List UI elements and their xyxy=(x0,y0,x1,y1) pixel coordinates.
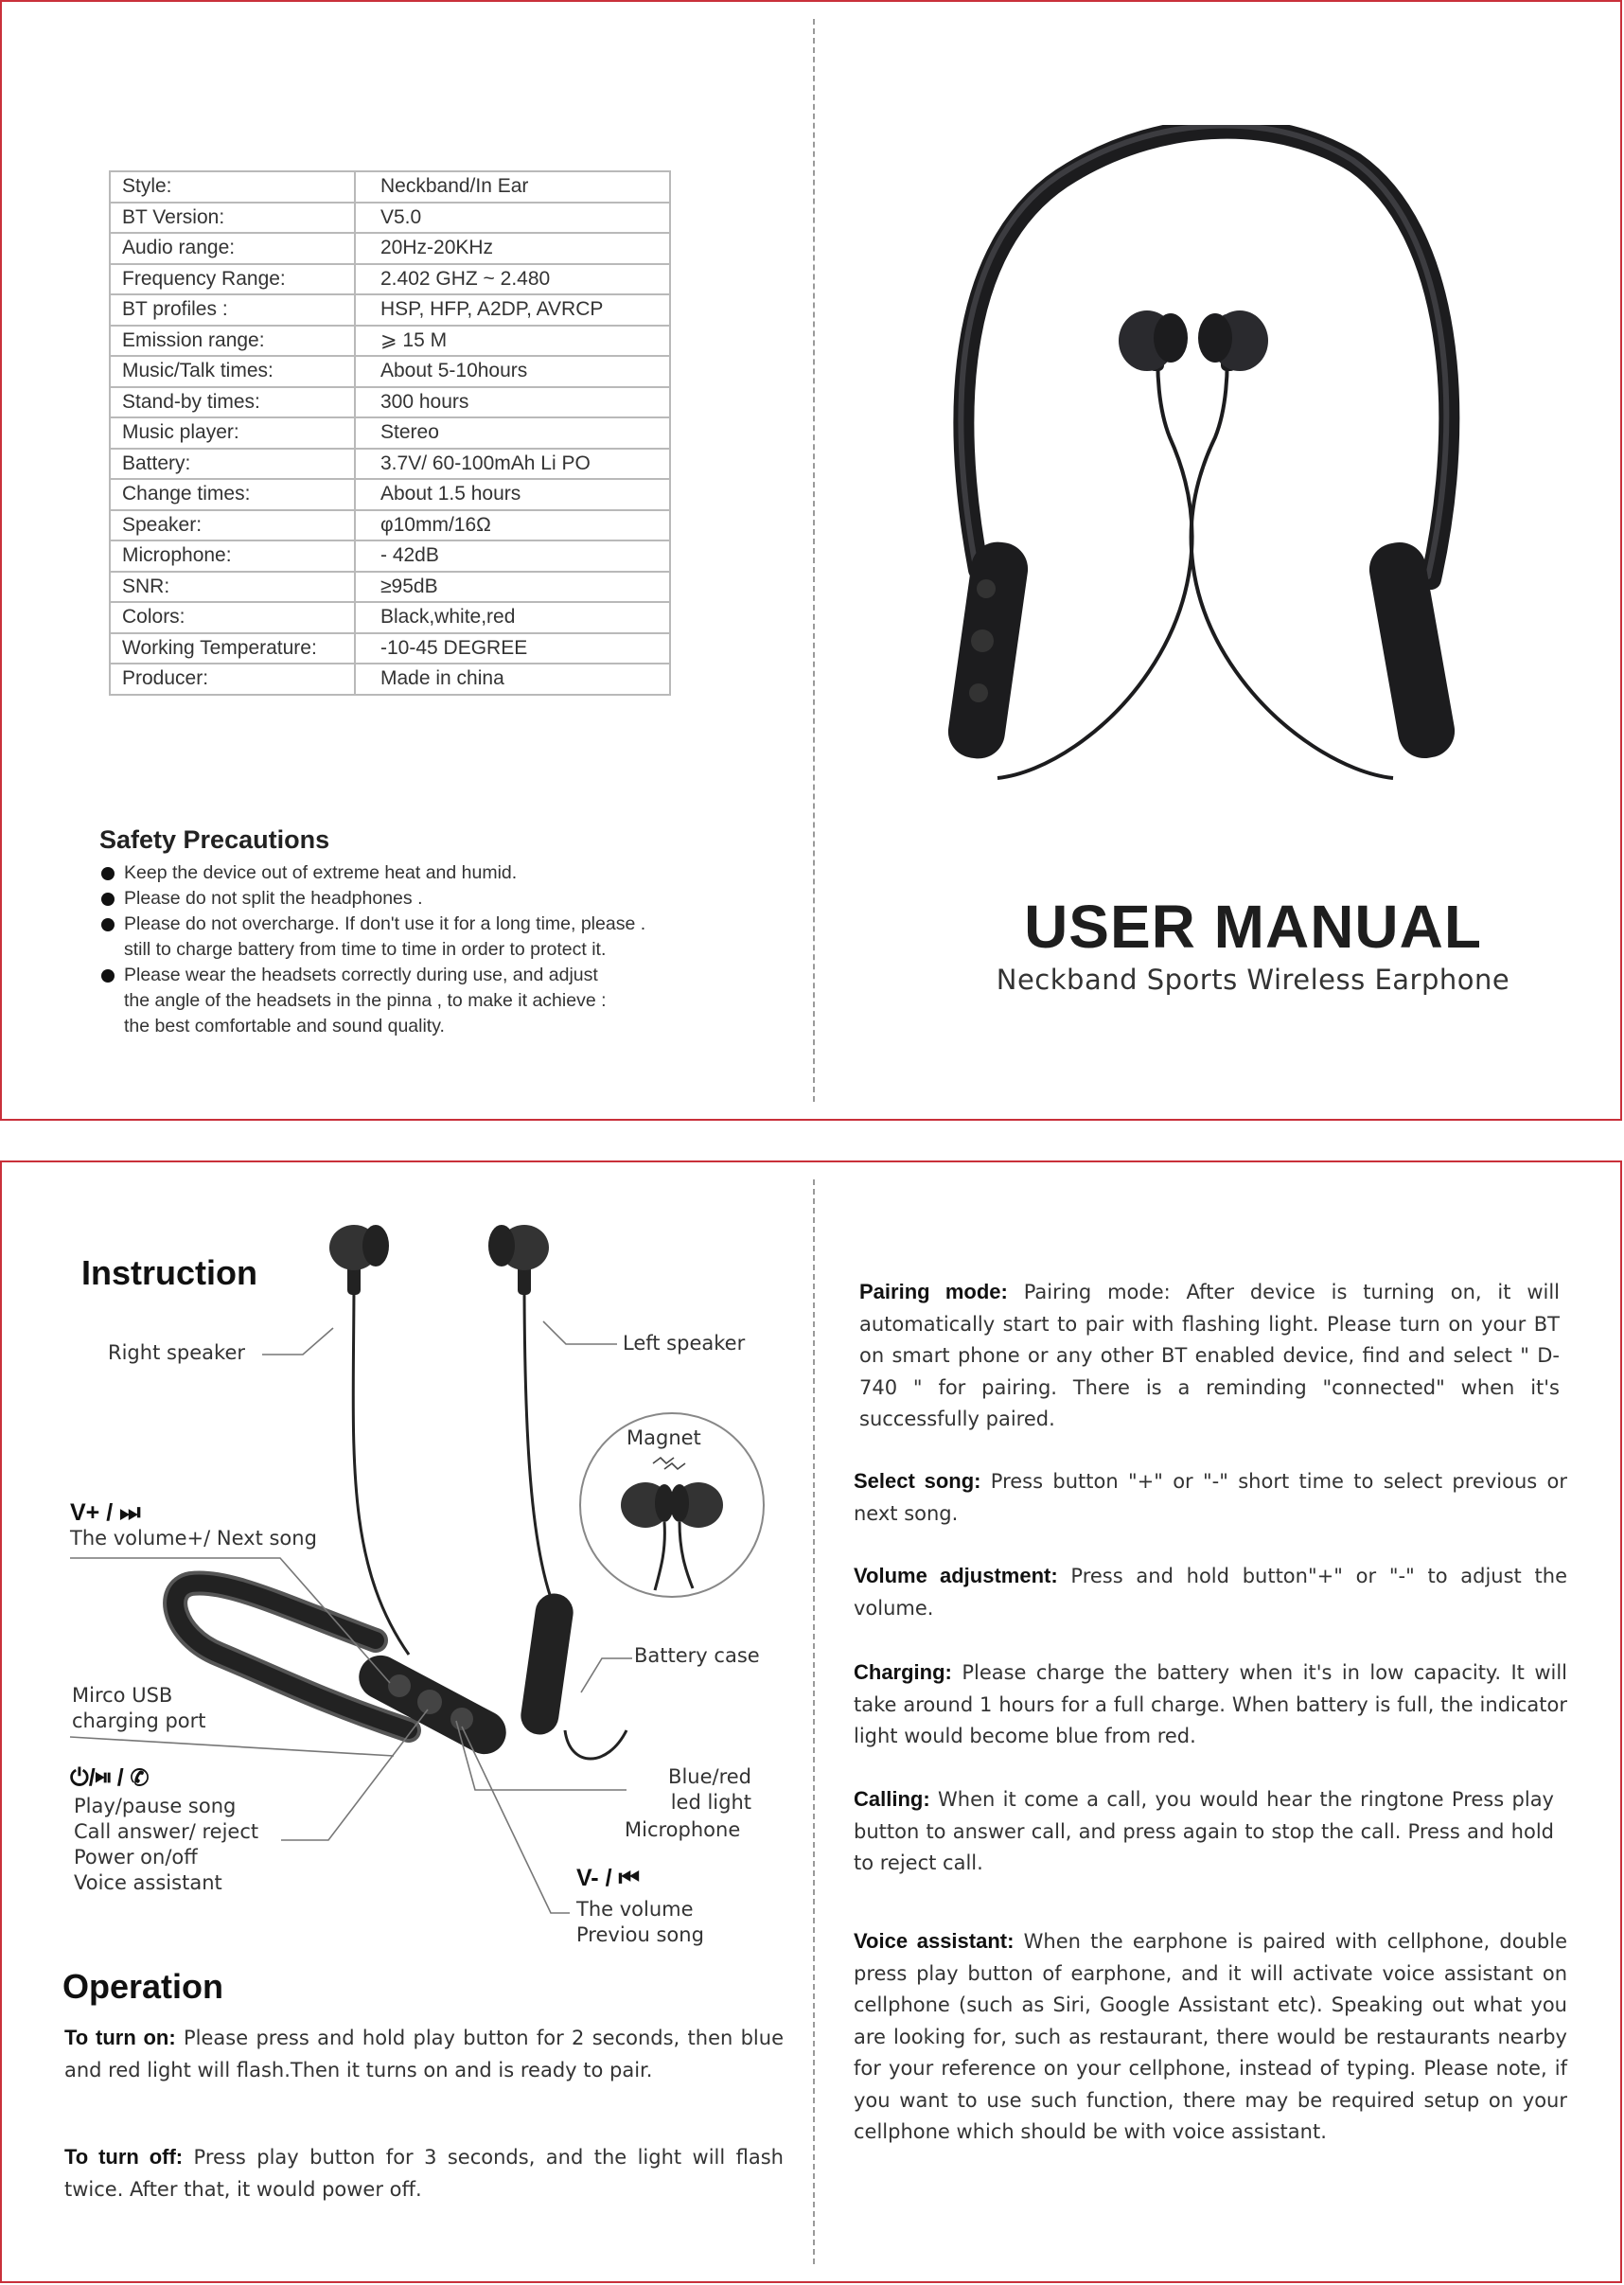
function-text: Please charge the battery when it's in low capacity. It will take around 1 hours for a full charge. When battery is full, the indicator light would become blue from red. xyxy=(854,1661,1567,1747)
label-led-light: Blue/red led light xyxy=(668,1765,751,1814)
function-select-song xyxy=(854,1465,1567,1530)
function-pairing-mode xyxy=(859,1276,1560,1436)
manual-sheet-front xyxy=(0,0,1622,1121)
function-calling xyxy=(854,1783,1554,1880)
spec-value: -10-45 DEGREE xyxy=(355,633,670,664)
spec-key: Stand-by times: xyxy=(110,387,355,418)
label-microphone: Microphone xyxy=(625,1818,741,1841)
label-volume-up-symbol: V+ / ⏭ xyxy=(70,1499,141,1526)
function-voice-assistant xyxy=(854,1925,1567,2149)
safety-item xyxy=(99,963,762,1039)
spec-value: About 1.5 hours xyxy=(355,479,670,510)
label-right-speaker: Right speaker xyxy=(108,1341,246,1364)
bullet-icon xyxy=(101,893,115,906)
safety-list xyxy=(99,860,762,1039)
turn-off-text: Press play button for 3 seconds, and the light will flash twice. After that, it would power off. xyxy=(64,2146,784,2201)
label-play-symbol: ⏻/⏯ / ✆ xyxy=(70,1764,150,1791)
fold-line xyxy=(813,1179,815,2264)
safety-title: Safety Precautions xyxy=(99,825,330,854)
spec-value: 20Hz-20KHz xyxy=(355,233,670,264)
spec-row xyxy=(110,540,670,572)
spec-row xyxy=(110,510,670,541)
label-usb-port: Mirco USB charging port xyxy=(72,1684,206,1732)
spec-table xyxy=(109,170,671,696)
safety-item xyxy=(99,886,762,912)
spec-row xyxy=(110,294,670,326)
safety-text: Please do not split the headphones . xyxy=(124,888,423,909)
spec-key: Speaker: xyxy=(110,510,355,541)
spec-value: Black,white,red xyxy=(355,602,670,633)
cover-subtitle: Neckband Sports Wireless Earphone xyxy=(996,964,1510,996)
spec-value: About 5-10hours xyxy=(355,356,670,387)
function-volume-adjustment xyxy=(854,1560,1567,1624)
function-label: Calling: xyxy=(854,1787,930,1811)
spec-row xyxy=(110,203,670,234)
safety-text: Keep the device out of extreme heat and humid. xyxy=(124,862,518,883)
spec-value: ≥95dB xyxy=(355,572,670,603)
function-label: Volume adjustment: xyxy=(854,1564,1058,1587)
spec-key: Change times: xyxy=(110,479,355,510)
spec-key: Emission range: xyxy=(110,326,355,357)
manual-sheet-inside xyxy=(0,1160,1622,2283)
function-text: When it come a call, you would hear the ringtone Press play button to answer call, and press again to stop the call. Press and hold to reject call. xyxy=(854,1788,1554,1874)
function-text: When the earphone is paired with cellphone, double press play button of earphone, and it will activate voice assistant on cellphone (such as Siri, Google Assistant etc). Speaking out what you are looking for, such as restaurant, there would be restaurants nearby for your reference on your cellphone, instead of typing. Please note, if you want to use such function, there may be required setup on your cellphone which should be with voice assistant. xyxy=(854,1930,1567,2143)
spec-key: Music player: xyxy=(110,417,355,449)
spec-key: Working Temperature: xyxy=(110,633,355,664)
spec-row xyxy=(110,602,670,633)
safety-text: Please do not overcharge. If don't use it for a long time, please . still to charge battery from time to time in order to protect it. xyxy=(124,913,646,960)
spec-row xyxy=(110,233,670,264)
spec-row xyxy=(110,264,670,295)
product-illustration-cover xyxy=(939,125,1478,816)
safety-text: Please wear the headsets correctly during use, and adjust the angle of the headsets in the pinna , to make it achieve : the best comfortable and sound quality. xyxy=(124,965,607,1036)
spec-key: BT Version: xyxy=(110,203,355,234)
function-label: Voice assistant: xyxy=(854,1929,1015,1953)
spec-value: ⩾ 15 M xyxy=(355,326,670,357)
function-charging xyxy=(854,1656,1567,1753)
spec-key: Audio range: xyxy=(110,233,355,264)
spec-row xyxy=(110,449,670,480)
spec-value: Stereo xyxy=(355,417,670,449)
spec-value: 300 hours xyxy=(355,387,670,418)
bullet-icon xyxy=(101,918,115,931)
label-volume-up-desc: The volume+/ Next song xyxy=(70,1527,317,1550)
spec-key: Music/Talk times: xyxy=(110,356,355,387)
spec-key: BT profiles : xyxy=(110,294,355,326)
label-battery-case: Battery case xyxy=(634,1644,760,1667)
spec-row xyxy=(110,387,670,418)
spec-row xyxy=(110,633,670,664)
turn-on-text: Please press and hold play button for 2 seconds, then blue and red light will flash.Then it turns on and is ready to pair. xyxy=(64,2027,784,2081)
spec-value: Made in china xyxy=(355,664,670,695)
spec-key: Colors: xyxy=(110,602,355,633)
operation-turn-off xyxy=(64,2141,784,2205)
label-magnet: Magnet xyxy=(627,1426,701,1449)
function-text: Press and hold button"+" or "-" to adjust the volume. xyxy=(854,1565,1567,1620)
fold-line xyxy=(813,19,815,1102)
turn-on-label: To turn on: xyxy=(64,2026,176,2049)
spec-row xyxy=(110,356,670,387)
function-text: Pairing mode: After device is turning on, it will automatically start to pair with flashing light. Please turn on your BT on smart phone or any other BT enabled device, find and select " D-740 " for pairing. There is a reminding "connected" when it's successfully paired. xyxy=(859,1281,1560,1430)
function-label: Pairing mode: xyxy=(859,1280,1008,1303)
turn-off-label: To turn off: xyxy=(64,2145,184,2169)
function-text: Press button "+" or "-" short time to select previous or next song. xyxy=(854,1470,1567,1525)
spec-key: Style: xyxy=(110,171,355,203)
spec-value: HSP, HFP, A2DP, AVRCP xyxy=(355,294,670,326)
spec-value: Neckband/In Ear xyxy=(355,171,670,203)
spec-row xyxy=(110,479,670,510)
spec-value: 2.402 GHZ ~ 2.480 xyxy=(355,264,670,295)
spec-row xyxy=(110,417,670,449)
spec-value: φ10mm/16Ω xyxy=(355,510,670,541)
cover-title: USER MANUAL xyxy=(1024,893,1482,961)
operation-turn-on xyxy=(64,2022,784,2086)
spec-value: V5.0 xyxy=(355,203,670,234)
spec-key: Battery: xyxy=(110,449,355,480)
safety-item xyxy=(99,860,762,886)
spec-key: Microphone: xyxy=(110,540,355,572)
spec-value: 3.7V/ 60-100mAh Li PO xyxy=(355,449,670,480)
spec-row xyxy=(110,664,670,695)
spec-key: Producer: xyxy=(110,664,355,695)
instruction-title: Instruction xyxy=(81,1253,257,1292)
label-volume-down-symbol: V- / ⏮ xyxy=(576,1865,640,1891)
function-label: Select song: xyxy=(854,1469,981,1493)
spec-key: SNR: xyxy=(110,572,355,603)
bullet-icon xyxy=(101,867,115,880)
spec-row xyxy=(110,572,670,603)
bullet-icon xyxy=(101,969,115,983)
safety-item xyxy=(99,912,762,963)
spec-row xyxy=(110,171,670,203)
function-label: Charging: xyxy=(854,1660,952,1684)
spec-value: - 42dB xyxy=(355,540,670,572)
label-left-speaker: Left speaker xyxy=(623,1332,746,1355)
spec-row xyxy=(110,326,670,357)
operation-title: Operation xyxy=(62,1967,224,2006)
spec-key: Frequency Range: xyxy=(110,264,355,295)
label-volume-down-desc: The volume Previou song xyxy=(576,1898,704,1946)
label-play-desc: Play/pause song Call answer/ reject Power on/off Voice assistant xyxy=(74,1795,259,1894)
